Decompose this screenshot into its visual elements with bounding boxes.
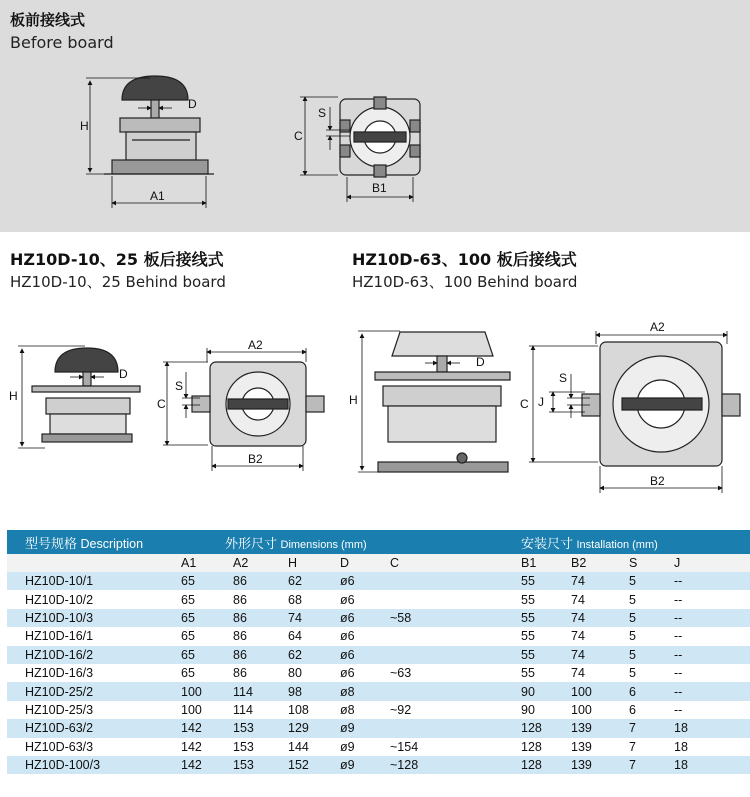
cell-b2: 74	[571, 664, 629, 682]
cell-b2: 74	[571, 627, 629, 645]
cell-a2: 86	[233, 572, 288, 590]
cell-h: 62	[288, 572, 340, 590]
cell-a2: 153	[233, 738, 288, 756]
cell-j: 18	[674, 738, 750, 756]
cell-h: 74	[288, 609, 340, 627]
cell-d: ø9	[340, 738, 390, 756]
cell-c: ~92	[390, 701, 521, 719]
cell-a2: 86	[233, 646, 288, 664]
col-header-a1: A1	[181, 554, 233, 572]
cell-j: --	[674, 609, 750, 627]
dim-h-large: H	[349, 393, 358, 407]
cell-a2: 86	[233, 590, 288, 608]
cell-c	[390, 627, 521, 645]
cell-b2: 74	[571, 572, 629, 590]
cell-c	[390, 572, 521, 590]
behind-small-side-view	[32, 348, 140, 442]
cell-s: 5	[629, 609, 674, 627]
cell-a1: 142	[181, 738, 233, 756]
cell-h: 98	[288, 682, 340, 700]
behind-large-side-view	[375, 332, 510, 472]
spec-table-body	[7, 572, 750, 774]
cell-model: HZ10D-16/2	[7, 646, 181, 664]
cell-b2: 139	[571, 738, 629, 756]
dim-c-before: C	[294, 129, 303, 143]
cell-a2: 153	[233, 756, 288, 774]
cell-a1: 100	[181, 701, 233, 719]
cell-b1: 55	[521, 646, 571, 664]
cell-h: 152	[288, 756, 340, 774]
spec-table-wrap	[7, 530, 750, 774]
cell-h: 129	[288, 719, 340, 737]
cell-model: HZ10D-16/3	[7, 664, 181, 682]
cell-d: ø6	[340, 627, 390, 645]
cell-a1: 142	[181, 719, 233, 737]
dim-c-small: C	[157, 397, 166, 411]
cell-c: ~63	[390, 664, 521, 682]
cell-b1: 128	[521, 719, 571, 737]
cell-d: ø6	[340, 609, 390, 627]
cell-model: HZ10D-16/1	[7, 627, 181, 645]
cell-b1: 128	[521, 756, 571, 774]
dim-d-before: D	[188, 97, 197, 111]
cell-b2: 74	[571, 646, 629, 664]
table-row	[7, 719, 750, 737]
cell-model: HZ10D-25/2	[7, 682, 181, 700]
cell-j: 18	[674, 719, 750, 737]
cell-b1: 55	[521, 572, 571, 590]
cell-b1: 55	[521, 664, 571, 682]
cell-d: ø6	[340, 664, 390, 682]
cell-c	[390, 646, 521, 664]
behind-large-title-cn: HZ10D-63、100 板后接线式	[352, 250, 577, 269]
header-dimensions-en: Dimensions (mm)	[280, 538, 367, 551]
table-row	[7, 756, 750, 774]
cell-s: 7	[629, 719, 674, 737]
cell-a1: 65	[181, 646, 233, 664]
cell-a1: 100	[181, 682, 233, 700]
cell-s: 6	[629, 682, 674, 700]
cell-b1: 90	[521, 701, 571, 719]
dim-s-large: S	[559, 371, 568, 385]
cell-b1: 55	[521, 627, 571, 645]
spec-table	[7, 530, 750, 774]
behind-small-front-view	[192, 362, 324, 446]
before-board-title-cn: 板前接线式	[10, 11, 86, 29]
dim-c-large: C	[520, 397, 529, 411]
cell-b1: 55	[521, 609, 571, 627]
cell-c: ~154	[390, 738, 521, 756]
cell-s: 5	[629, 590, 674, 608]
cell-b2: 100	[571, 682, 629, 700]
cell-b2: 139	[571, 756, 629, 774]
table-row	[7, 572, 750, 590]
cell-s: 5	[629, 646, 674, 664]
cell-h: 144	[288, 738, 340, 756]
cell-a1: 65	[181, 590, 233, 608]
dim-b1-before: B1	[372, 181, 387, 195]
cell-s: 6	[629, 701, 674, 719]
table-header-group-row	[7, 530, 750, 554]
cell-b1: 55	[521, 590, 571, 608]
header-installation-cn: 安装尺寸	[521, 535, 574, 551]
dim-h-before: H	[80, 119, 89, 133]
cell-a2: 86	[233, 609, 288, 627]
header-description-cn: 型号规格	[25, 535, 78, 551]
cell-d: ø6	[340, 646, 390, 664]
cell-model: HZ10D-10/3	[7, 609, 181, 627]
cell-j: --	[674, 627, 750, 645]
cell-h: 108	[288, 701, 340, 719]
cell-a1: 142	[181, 756, 233, 774]
table-row	[7, 609, 750, 627]
behind-small-title-en: HZ10D-10、25 Behind board	[10, 273, 226, 291]
cell-b2: 74	[571, 609, 629, 627]
col-header-b2: B2	[571, 554, 629, 572]
col-header-d: D	[340, 554, 390, 572]
cell-h: 80	[288, 664, 340, 682]
cell-b1: 90	[521, 682, 571, 700]
cell-j: --	[674, 664, 750, 682]
dim-h-small: H	[9, 389, 18, 403]
cell-c	[390, 590, 521, 608]
table-row	[7, 701, 750, 719]
col-header-a2: A2	[233, 554, 288, 572]
cell-model: HZ10D-63/3	[7, 738, 181, 756]
col-header-b1: B1	[521, 554, 571, 572]
cell-j: --	[674, 682, 750, 700]
cell-model: HZ10D-10/2	[7, 590, 181, 608]
dim-j-large: J	[538, 395, 544, 409]
table-row	[7, 627, 750, 645]
table-row	[7, 646, 750, 664]
dim-d-small: D	[119, 367, 128, 381]
cell-a1: 65	[181, 664, 233, 682]
header-installation-en: Installation (mm)	[576, 538, 658, 551]
header-dimensions-cn: 外形尺寸	[225, 535, 278, 551]
table-header-column-row	[7, 554, 750, 572]
dim-b2-large: B2	[650, 474, 665, 488]
cell-a2: 86	[233, 627, 288, 645]
cell-s: 7	[629, 756, 674, 774]
cell-a2: 114	[233, 701, 288, 719]
cell-a1: 65	[181, 627, 233, 645]
cell-h: 64	[288, 627, 340, 645]
cell-b2: 100	[571, 701, 629, 719]
cell-d: ø6	[340, 590, 390, 608]
dim-b2-small: B2	[248, 452, 263, 466]
cell-a2: 86	[233, 664, 288, 682]
dim-d-large: D	[476, 355, 485, 369]
before-board-front-view	[340, 97, 420, 177]
cell-j: --	[674, 701, 750, 719]
cell-c: ~128	[390, 756, 521, 774]
cell-a1: 65	[181, 609, 233, 627]
cell-d: ø8	[340, 682, 390, 700]
cell-b1: 128	[521, 738, 571, 756]
col-header-c: C	[390, 554, 521, 572]
table-row	[7, 664, 750, 682]
dim-a2-large: A2	[650, 320, 665, 334]
cell-b2: 139	[571, 719, 629, 737]
dim-s-before: S	[318, 106, 327, 120]
dim-s-small: S	[175, 379, 184, 393]
dim-a1-before: A1	[150, 189, 165, 203]
table-row	[7, 738, 750, 756]
behind-large-title-en: HZ10D-63、100 Behind board	[352, 273, 578, 291]
cell-a2: 114	[233, 682, 288, 700]
behind-small-title-cn: HZ10D-10、25 板后接线式	[10, 250, 224, 269]
cell-s: 7	[629, 738, 674, 756]
cell-d: ø9	[340, 756, 390, 774]
cell-j: --	[674, 572, 750, 590]
cell-j: --	[674, 590, 750, 608]
cell-c	[390, 682, 521, 700]
cell-s: 5	[629, 627, 674, 645]
cell-d: ø8	[340, 701, 390, 719]
cell-h: 62	[288, 646, 340, 664]
header-description-en: Description	[80, 536, 144, 551]
cell-a2: 153	[233, 719, 288, 737]
cell-d: ø9	[340, 719, 390, 737]
table-row	[7, 590, 750, 608]
cell-j: 18	[674, 756, 750, 774]
cell-h: 68	[288, 590, 340, 608]
cell-s: 5	[629, 664, 674, 682]
cell-a1: 65	[181, 572, 233, 590]
col-header-s: S	[629, 554, 674, 572]
cell-model: HZ10D-100/3	[7, 756, 181, 774]
cell-model: HZ10D-10/1	[7, 572, 181, 590]
behind-large-front-view	[582, 342, 740, 466]
cell-j: --	[674, 646, 750, 664]
table-row	[7, 682, 750, 700]
before-board-side-view	[104, 76, 214, 174]
cell-model: HZ10D-63/2	[7, 719, 181, 737]
cell-d: ø6	[340, 572, 390, 590]
cell-s: 5	[629, 572, 674, 590]
before-board-title-en: Before board	[10, 33, 114, 52]
col-header-h: H	[288, 554, 340, 572]
col-header-j: J	[674, 554, 750, 572]
cell-model: HZ10D-25/3	[7, 701, 181, 719]
cell-c	[390, 719, 521, 737]
cell-b2: 74	[571, 590, 629, 608]
cell-c: ~58	[390, 609, 521, 627]
dim-a2-small: A2	[248, 338, 263, 352]
